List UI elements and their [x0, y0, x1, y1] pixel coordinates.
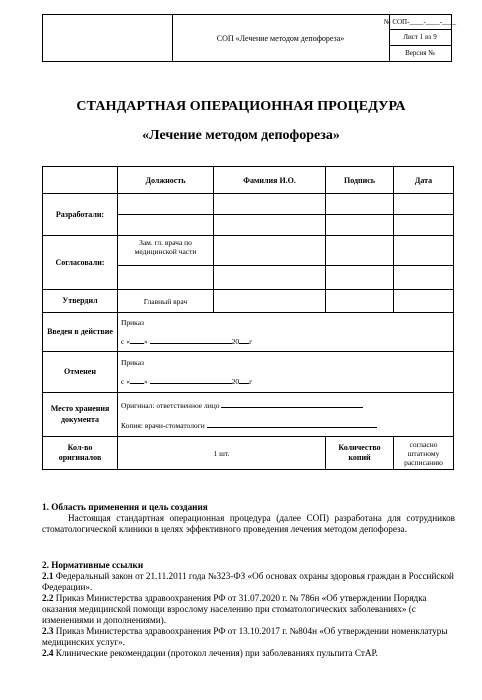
- table-row: [43, 236, 454, 266]
- table-cell: [394, 215, 454, 236]
- copies-count: согласно штатному расписанию: [394, 437, 454, 470]
- sheet-number: Лист 1 из 9: [389, 30, 451, 45]
- table-cell: [214, 236, 326, 266]
- section-1-title: 1. Область применения и цель создания: [42, 502, 208, 512]
- table-cell: [326, 236, 394, 266]
- table-cell: [214, 215, 326, 236]
- storage-label: Место хранения документа: [43, 393, 118, 437]
- document-header: [42, 14, 457, 62]
- table-cell: [118, 194, 214, 215]
- cancelled-order: [118, 352, 454, 393]
- agreed-position: Зам. гл. врача по медицинской части: [118, 236, 214, 266]
- introduced-order: [118, 313, 454, 352]
- order-label: Приказ: [121, 358, 145, 367]
- table-cell: [118, 215, 214, 236]
- approved-position: Главный врач: [118, 290, 214, 313]
- ref-2-4: 2.4 Клинические рекомендации (протокол лечения) при заболеваниях пульпита СтАР.: [42, 648, 378, 658]
- originals-count-label: Кол-во оригиналов: [43, 437, 118, 470]
- table-cell: [326, 194, 394, 215]
- table-row: [43, 290, 454, 313]
- table-cell: [326, 266, 394, 290]
- table-cell: [394, 236, 454, 266]
- table-cell: [394, 194, 454, 215]
- order-date-line: с « » 20 г: [121, 377, 253, 386]
- table-header-row: [43, 167, 454, 194]
- section-2: [42, 560, 455, 659]
- originals-count: 1 шт.: [118, 437, 326, 470]
- ref-2-1: 2.1 Федеральный закон от 21.11.2011 года №323-ФЗ «Об основах охраны здоровья граждан в Российской Федерации».: [42, 571, 454, 592]
- table-row: [43, 313, 454, 352]
- table-cell: [394, 266, 454, 290]
- order-date-line: с « » 20 г: [121, 337, 253, 346]
- col-date: Дата: [394, 167, 454, 194]
- table-row: [43, 352, 454, 393]
- col-position: Должность: [118, 167, 214, 194]
- logo-placeholder: [43, 15, 173, 61]
- col-signature: Подпись: [326, 167, 394, 194]
- table-corner: [43, 167, 118, 194]
- col-name: Фамилия И.О.: [214, 167, 326, 194]
- table-row: [43, 437, 454, 470]
- developed-label: Разработали:: [43, 194, 118, 236]
- approved-label: Утвердил: [43, 290, 118, 313]
- copies-count-label: Количество копий: [326, 437, 394, 470]
- agreed-label: Согласовали:: [43, 236, 118, 290]
- order-label: Приказ: [121, 318, 145, 327]
- table-cell: [326, 215, 394, 236]
- table-cell: [118, 266, 214, 290]
- document-subtitle: «Лечение методом депофореза»: [142, 128, 340, 143]
- table-cell: [394, 290, 454, 313]
- introduced-label: Введен в действие: [43, 313, 118, 352]
- version-number: Версия №: [405, 49, 435, 58]
- ref-2-2: 2.2 Приказ Министерства здравоохранения РФ от 31.07.2020 г. № 786н «Об утверждении Порядка оказания медицинской помощи взрослому населению при стоматологических заболеваниях» (с изменениями и дополнениями).: [42, 593, 427, 625]
- ref-2-3: 2.3 Приказ Министерства здравоохранения РФ от 13.10.2017 г. №804н «Об утверждении номенклатуры медицинских услуг».: [42, 626, 448, 647]
- section-1: [42, 502, 455, 535]
- table-cell: [326, 290, 394, 313]
- cancelled-label: Отменен: [43, 352, 118, 393]
- sop-number: № СОП-____-____-____: [389, 15, 451, 30]
- copy-line: Копия: врачи-стоматологи: [121, 419, 450, 430]
- original-line: Оригинал: ответственное лицо: [121, 399, 450, 410]
- section-1-text: Настоящая стандартная операционная процедура (далее СОП) разработана для сотрудников стоматологической клиники в целях эффективного проведения лечения методом депофореза.: [42, 513, 455, 534]
- table-row: [43, 194, 454, 215]
- storage-info: [118, 393, 454, 437]
- table-cell: [214, 266, 326, 290]
- table-row: [43, 393, 454, 437]
- table-cell: [214, 290, 326, 313]
- document-title: СТАНДАРТНАЯ ОПЕРАЦИОННАЯ ПРОЦЕДУРА: [76, 99, 406, 114]
- table-cell: [214, 194, 326, 215]
- section-2-title: 2. Нормативные ссылки: [42, 560, 144, 570]
- approval-table: [42, 166, 454, 470]
- sop-name: СОП «Лечение методом депофореза»: [172, 15, 390, 61]
- sop-meta: [383, 15, 457, 61]
